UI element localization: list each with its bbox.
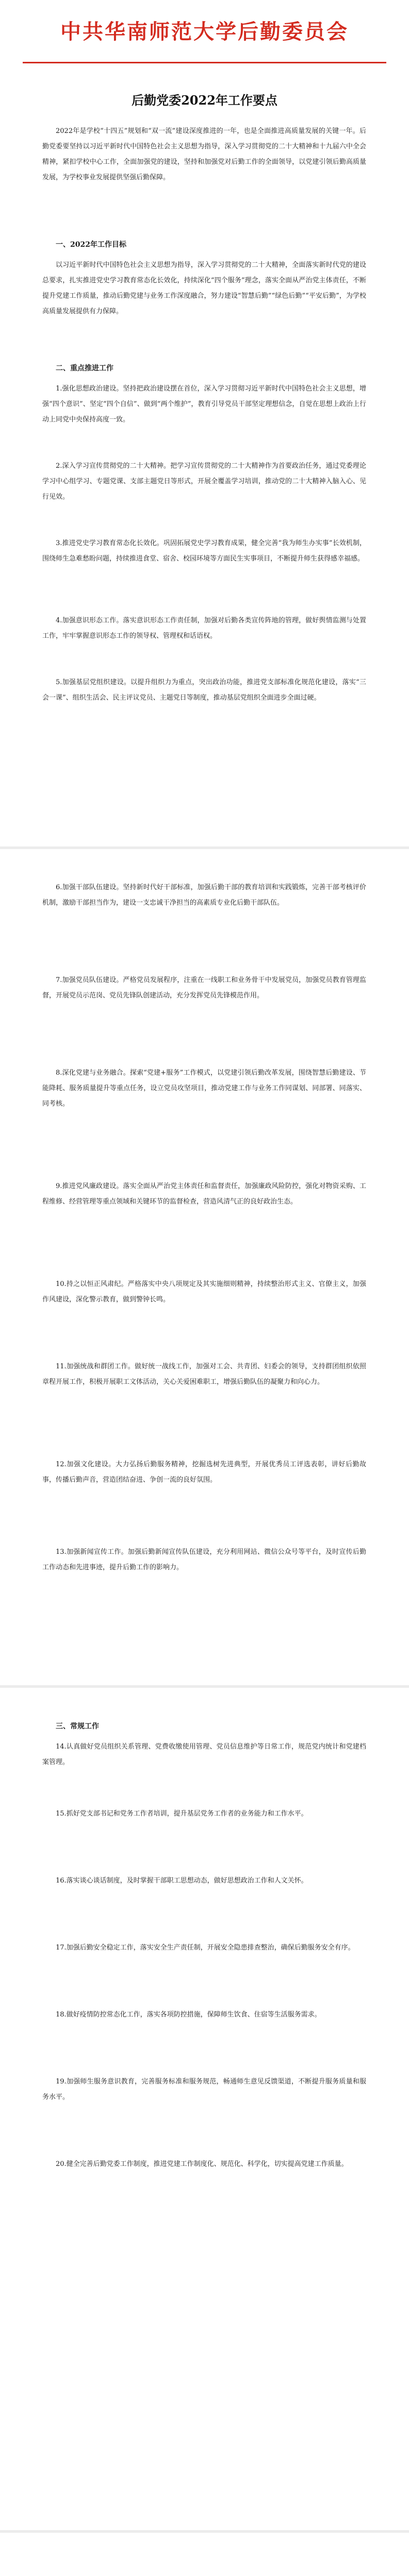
- key-item-5: 5.加强基层党组织建设。以提升组织力为重点，突出政治功能，推进党支部标准化规范化建设，落实“三会一课”、组织生活会、民主评议党员、主题党日等制度，推动基层党组织全面进步全面过硬。: [42, 679, 366, 702]
- document-page-4: [0, 2533, 409, 2576]
- intro-paragraph: 2022年是学校“十四五”规划和“双一流”建设深度推进的一年，也是全面推进高质量发展的关键一年。后勤党委要坚持以习近平新时代中国特色社会主义思想为指导，深入学习贯彻党的二十大精神和十九届六中全会精神，紧扣学校中心工作，全面加强党的建设，坚持和加强党对后勤工作的全面领导，以党建引领后勤高质量发展，为学校事业发展提供坚强后勤保障。: [42, 127, 366, 181]
- section-heading-1: 一、2022年工作目标: [56, 241, 126, 249]
- key-item-11: 11.加强统战和群团工作。做好统一战线工作，加强对工会、共青团、妇委会的领导，支持群团组织依照章程开展工作，积极开展职工文体活动，关心关爱困难职工，增强后勤队伍的凝聚力和向心力。: [42, 1363, 366, 1386]
- document-title: 后勤党委2022年工作要点: [132, 93, 277, 108]
- document-page-3: [0, 1688, 409, 2533]
- key-item-12: 12.加强文化建设。大力弘扬后勤服务精神，挖掘选树先进典型，开展优秀员工评选表彰，讲好后勤故事，传播后勤声音，营造团结奋进、争创一流的良好氛围。: [42, 1461, 366, 1484]
- document-header: 中共华南师范大学后勤委员会: [60, 20, 349, 44]
- routine-item-3: 16.落实谈心谈话制度，及时掌握干部职工思想动态，做好思想政治工作和人文关怀。: [56, 1877, 308, 1885]
- key-item-4: 4.加强意识形态工作。落实意识形态工作责任制，加强对后勤各类宣传阵地的管理，做好舆情监测与处置工作，牢牢掌握意识形态工作的领导权、管理权和话语权。: [42, 617, 366, 640]
- section-heading-3: 三、常规工作: [56, 1722, 99, 1731]
- routine-item-2: 15.抓好党支部书记和党务工作者培训，提升基层党务工作者的业务能力和工作水平。: [56, 1810, 308, 1818]
- document-page-2: [0, 849, 409, 1688]
- section-heading-2: 二、重点推进工作: [56, 364, 113, 372]
- routine-item-4: 17.加强后勤安全稳定工作，落实安全生产责任制，开展安全隐患排查整治，确保后勤服务安全有序。: [56, 1944, 355, 1952]
- key-item-3: 3.推进党史学习教育常态化长效化。巩固拓展党史学习教育成果，健全完善“我为师生办实事”长效机制，围绕师生急难愁盼问题，持续推进食堂、宿舍、校园环境等方面民生实事项目，不断提升师生获得感幸福感。: [42, 539, 366, 563]
- key-item-7: 7.加强党员队伍建设。严格党员发展程序，注重在一线职工和业务骨干中发展党员，加强党员教育管理监督，开展党员示范岗、党员先锋队创建活动，充分发挥党员先锋模范作用。: [42, 976, 366, 999]
- key-item-13: 13.加强新闻宣传工作。加强后勤新闻宣传队伍建设，充分利用网站、微信公众号等平台，及时宣传后勤工作动态和先进事迹，提升后勤工作的影响力。: [42, 1548, 366, 1571]
- header-red-rule: [23, 62, 386, 63]
- key-item-8: 8.深化党建与业务融合。探索“党建+服务”工作模式，以党建引领后勤改革发展，围绕智慧后勤建设、节能降耗、服务质量提升等重点任务，设立党员攻坚项目，推动党建工作与业务工作同谋划、同部署、同落实、同考核。: [42, 1069, 366, 1108]
- document-page-1: [0, 0, 409, 849]
- key-item-6: 6.加强干部队伍建设。坚持新时代好干部标准，加强后勤干部的教育培训和实践锻炼，完善干部考核评价机制，激励干部担当作为，建设一支忠诚干净担当的高素质专业化后勤干部队伍。: [42, 884, 366, 907]
- key-item-1: 1.强化思想政治建设。坚持把政治建设摆在首位，深入学习贯彻习近平新时代中国特色社会主义思想，增强“四个意识”、坚定“四个自信”、做到“两个维护”，教育引导党员干部坚定理想信念，自觉在思想上政治上行动上同党中央保持高度一致。: [42, 385, 366, 423]
- routine-item-7: 20.健全完善后勤党委工作制度，推进党建工作制度化、规范化、科学化，切实提高党建工作质量。: [56, 2160, 348, 2168]
- key-item-10: 10.持之以恒正风肃纪。严格落实中央八项规定及其实施细则精神，持续整治形式主义、官僚主义，加强作风建设，深化警示教育，做到警钟长鸣。: [42, 1280, 366, 1303]
- goal-paragraph: 以习近平新时代中国特色社会主义思想为指导，深入学习贯彻党的二十大精神，全面落实新时代党的建设总要求，扎实推进党史学习教育常态化长效化，持续深化“四个服务”理念，落实全面从严治党主体责任，不断提升党建工作质量，推动后勤党建与业务工作深度融合，努力建设“智慧后勤”“绿色后勤”“平安后勤”，为学校高质量发展提供有力保障。: [42, 261, 366, 315]
- key-item-2: 2.深入学习宣传贯彻党的二十大精神。把学习宣传贯彻党的二十大精神作为首要政治任务，通过党委理论学习中心组学习、专题党课、支部主题党日等形式，开展全覆盖学习培训，推动党的二十大精神入脑入心、见行见效。: [42, 462, 366, 501]
- routine-item-1: 14.认真做好党员组织关系管理、党费收缴使用管理、党员信息维护等日常工作，规范党内统计和党建档案管理。: [42, 1743, 366, 1766]
- key-item-9: 9.推进党风廉政建设。落实全面从严治党主体责任和监督责任，加强廉政风险防控，强化对物资采购、工程维修、经营管理等重点领域和关键环节的监督检查，营造风清气正的良好政治生态。: [42, 1182, 366, 1206]
- routine-item-5: 18.做好疫情防控常态化工作，落实各项防控措施，保障师生饮食、住宿等生活服务需求。: [56, 2011, 321, 2019]
- routine-item-6: 19.加强师生服务意识教育，完善服务标准和服务规范，畅通师生意见反馈渠道，不断提升服务质量和服务水平。: [42, 2078, 366, 2101]
